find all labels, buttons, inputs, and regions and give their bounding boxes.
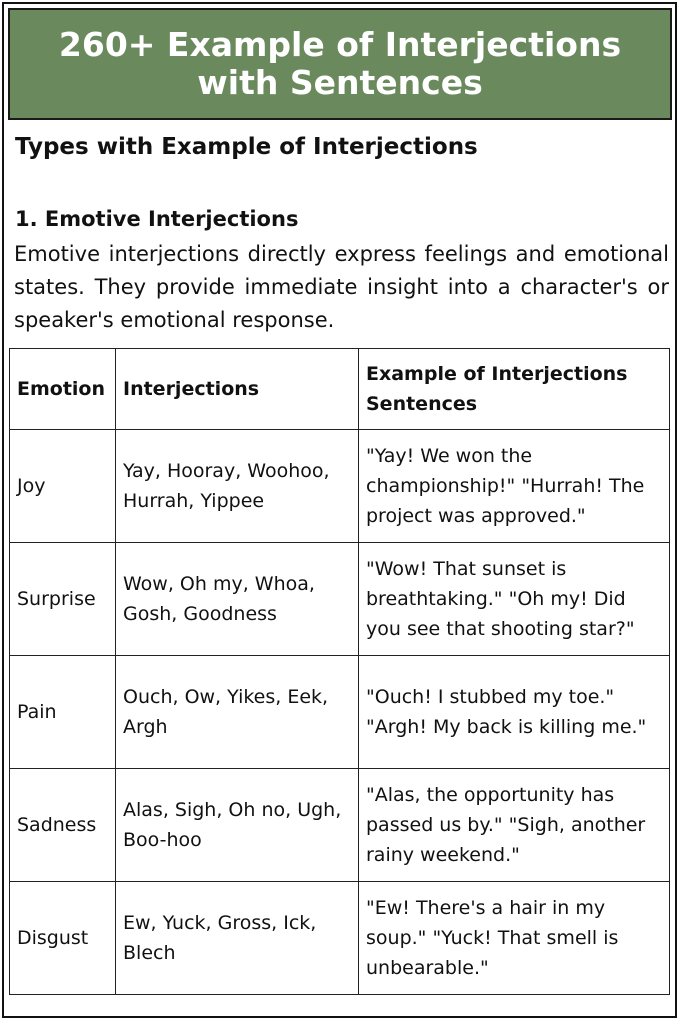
emotion-cell: Pain [10, 656, 116, 769]
example-sentence-cell: "Alas, the opportunity has passed us by." "Sigh, another rainy weekend." [359, 769, 670, 882]
table-header-row [10, 349, 670, 430]
example-sentence-cell: "Wow! That sunset is breathtaking." "Oh my! Did you see that shooting star?" [359, 543, 670, 656]
table-row [10, 769, 670, 882]
column-header-interjections: Interjections [116, 349, 359, 430]
section-heading: Types with Example of Interjections [15, 134, 478, 160]
subsection-description: Emotive interjections directly express feelings and emotional states. They provide immediate insight into a character's or speaker's emotional response. [14, 242, 669, 332]
table-row [10, 882, 670, 995]
interjections-table [9, 348, 670, 995]
subsection-heading: 1. Emotive Interjections [15, 207, 299, 231]
column-header-example-sentences: Example of Interjections Sentences [359, 349, 670, 430]
emotion-cell: Disgust [10, 882, 116, 995]
table-row [10, 543, 670, 656]
page-title: 260+ Example of Interjections with Sentences [58, 25, 622, 102]
title-banner [8, 8, 672, 120]
example-sentence-cell: "Ouch! I stubbed my toe." "Argh! My back is killing me." [359, 656, 670, 769]
example-sentence-cell: "Ew! There's a hair in my soup." "Yuck! That smell is unbearable." [359, 882, 670, 995]
table-row [10, 430, 670, 543]
emotion-cell: Joy [10, 430, 116, 543]
interjections-cell: Ew, Yuck, Gross, Ick, Blech [116, 882, 359, 995]
emotion-cell: Sadness [10, 769, 116, 882]
interjections-cell: Wow, Oh my, Whoa, Gosh, Goodness [116, 543, 359, 656]
interjections-cell: Ouch, Ow, Yikes, Eek, Argh [116, 656, 359, 769]
table-row [10, 656, 670, 769]
emotion-cell: Surprise [10, 543, 116, 656]
column-header-emotion: Emotion [10, 349, 116, 430]
interjections-cell: Yay, Hooray, Woohoo, Hurrah, Yippee [116, 430, 359, 543]
interjections-cell: Alas, Sigh, Oh no, Ugh, Boo-hoo [116, 769, 359, 882]
example-sentence-cell: "Yay! We won the championship!" "Hurrah! The project was approved." [359, 430, 670, 543]
